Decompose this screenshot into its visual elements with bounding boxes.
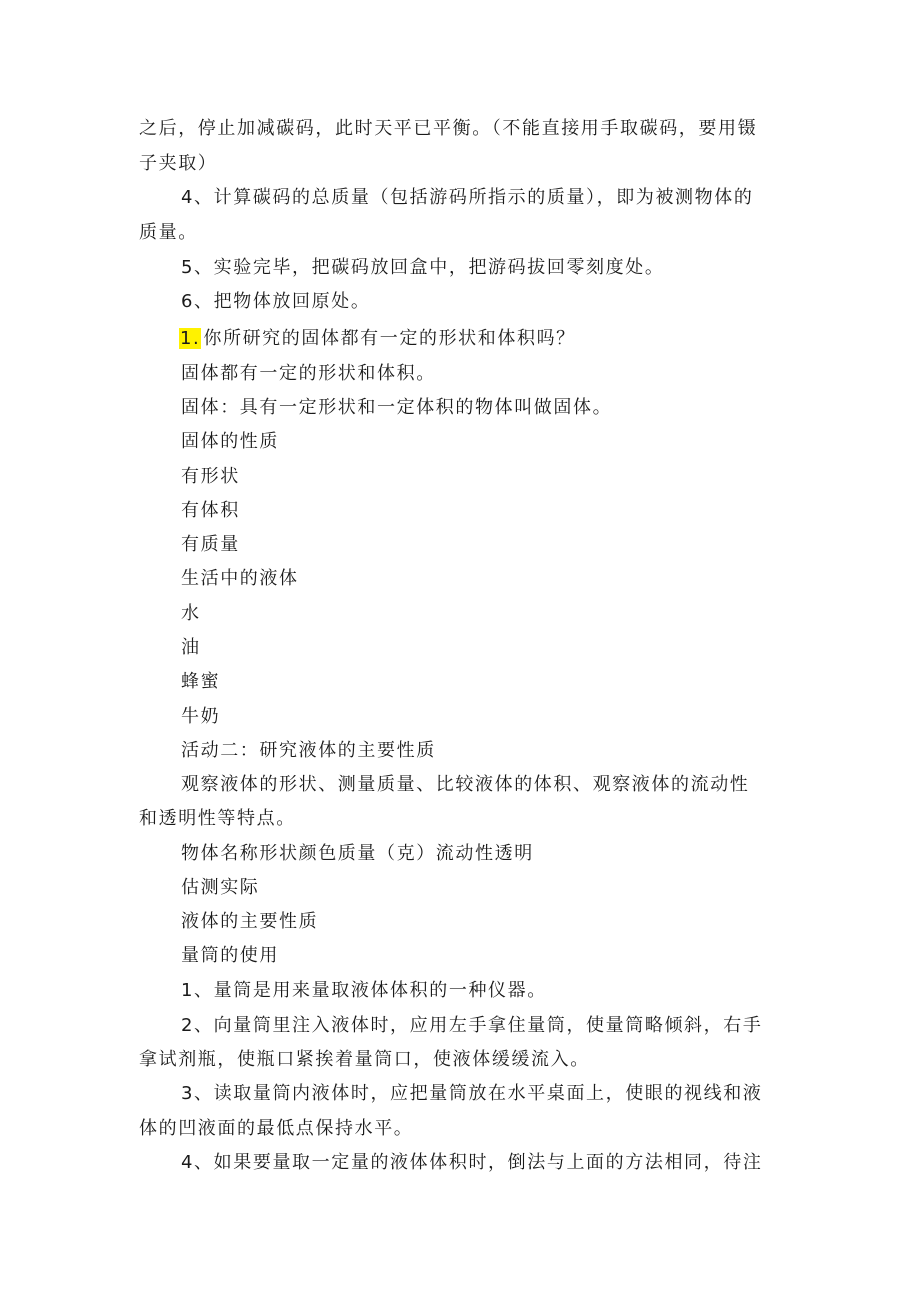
text-line: 活动二：研究液体的主要性质 [181,740,436,761]
text-line: 水 [181,603,201,624]
text-line: 有体积 [181,500,240,521]
text-line: 3、读取量筒内液体时，应把量筒放在水平桌面上，使眼的视线和液 [181,1083,763,1104]
text-line: 6、把物体放回原处。 [181,291,371,312]
question-text: 你所研究的固体都有一定的形状和体积吗？ [203,328,576,349]
text-line: 固体都有一定的形状和体积。 [181,363,436,384]
text-line: 体的凹液面的最低点保持水平。 [139,1118,414,1139]
text-line: 拿试剂瓶，使瓶口紧挨着量筒口，使液体缓缓流入。 [139,1049,590,1070]
text-line: 4、如果要量取一定量的液体体积时，倒法与上面的方法相同，待注 [181,1152,763,1173]
text-line: 和透明性等特点。 [139,808,296,829]
text-line: 观察液体的形状、测量质量、比较液体的体积、观察液体的流动性 [181,774,750,795]
text-line: 5、实验完毕，把碳码放回盒中，把游码拔回零刻度处。 [181,257,665,278]
text-line: 有形状 [181,466,240,487]
text-line: 固体：具有一定形状和一定体积的物体叫做固体。 [181,397,613,418]
text-line: 油 [181,637,201,658]
text-line: 质量。 [139,222,198,243]
text-line: 4、计算碳码的总质量（包括游码所指示的质量），即为被测物体的 [181,187,754,208]
text-line: 蜂蜜 [181,671,221,692]
text-line: 牛奶 [181,706,221,727]
text-line: 液体的主要性质 [181,911,319,932]
text-line: 物体名称形状颜色质量（克）流动性透明 [181,843,534,864]
highlighted-number: 1. [180,328,201,349]
text-line: 子夹取） [139,153,218,174]
text-line: 有质量 [181,534,240,555]
numbered-question [179,327,576,351]
text-line: 2、向量筒里注入液体时，应用左手拿住量筒，使量筒略倾斜，右手 [181,1015,763,1036]
text-line: 估测实际 [181,877,260,898]
text-line: 生活中的液体 [181,568,299,589]
text-line: 之后，停止加减碳码，此时天平已平衡。（不能直接用手取碳码，要用镊 [139,118,758,139]
text-line: 固体的性质 [181,431,279,452]
text-line: 量筒的使用 [181,945,279,966]
text-line: 1、量筒是用来量取液体体积的一种仪器。 [181,980,547,1001]
